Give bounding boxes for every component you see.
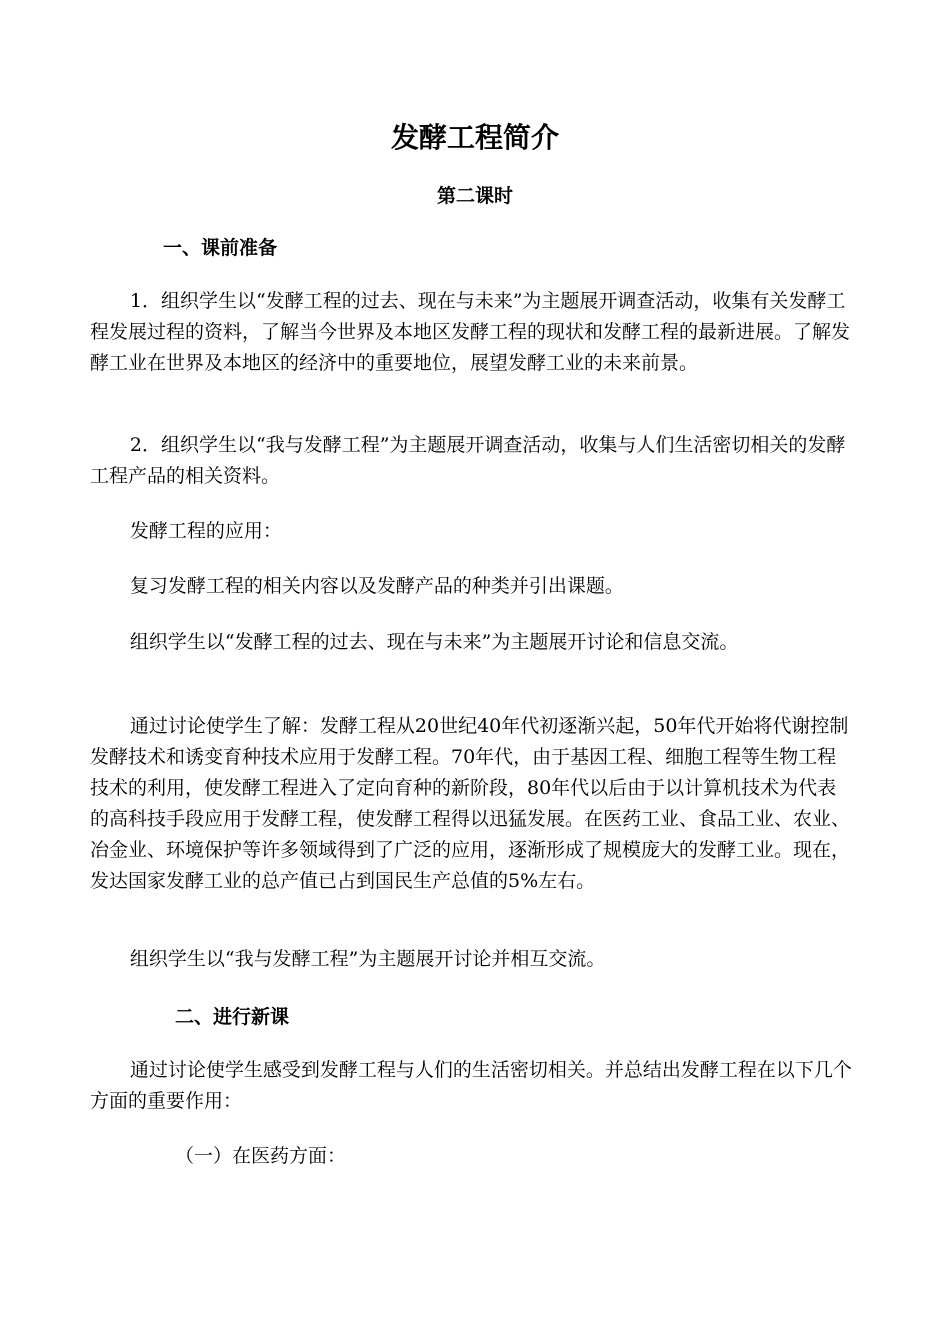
paragraph-8: 通过讨论使学生感受到发酵工程与人们的生活密切相关。并总结出发酵工程在以下几个方面的重要作用： [90, 1059, 852, 1112]
paragraph-3: 发酵工程的应用： [129, 520, 282, 542]
paragraph-4: 复习发酵工程的相关内容以及发酵产品的种类并引出课题。 [129, 575, 624, 597]
paragraph-9: （一）在医药方面： [175, 1145, 347, 1167]
paragraph-7: 组织学生以“我与发酵工程”为主题展开讨论并相互交流。 [129, 948, 606, 970]
paragraph-5: 组织学生以“发酵工程的过去、现在与未来”为主题展开讨论和信息交流。 [129, 631, 739, 653]
page-subtitle: 第二课时 [436, 185, 513, 207]
section-heading-new-lesson: 二、进行新课 [175, 1006, 290, 1028]
page-title: 发酵工程简介 [390, 121, 559, 154]
paragraph-1: 1．组织学生以“发酵工程的过去、现在与未来”为主题展开调查活动，收集有关发酵工程发展过程的资料，了解当今世界及本地区发酵工程的现状和发酵工程的最新进展。了解发酵工业在世界及本地区的经济中的重要地位，展望发酵工业的未来前景。 [90, 290, 851, 374]
paragraph-2: 2．组织学生以“我与发酵工程”为主题展开调查活动，收集与人们生活密切相关的发酵工程产品的相关资料。 [90, 434, 846, 487]
section-heading-prep: 一、课前准备 [163, 237, 278, 259]
paragraph-6: 通过讨论使学生了解：发酵工程从20世纪40年代初逐渐兴起，50年代开始将代谢控制发酵技术和诱变育种技术应用于发酵工程。70年代，由于基因工程、细胞工程等生物工程技术的利用，使发酵工程进入了定向育种的新阶段，80年代以后由于以计算机技术为代表的高科技手段应用于发酵工程，使发酵工程得以迅猛发展。在医药工业、食品工业、农业、冶金业、环境保护等许多领域得到了广泛的应用，逐渐形成了规模庞大的发酵工业。现在，发达国家发酵工业的总产值已占到国民生产总值的5%左右。 [90, 715, 851, 892]
